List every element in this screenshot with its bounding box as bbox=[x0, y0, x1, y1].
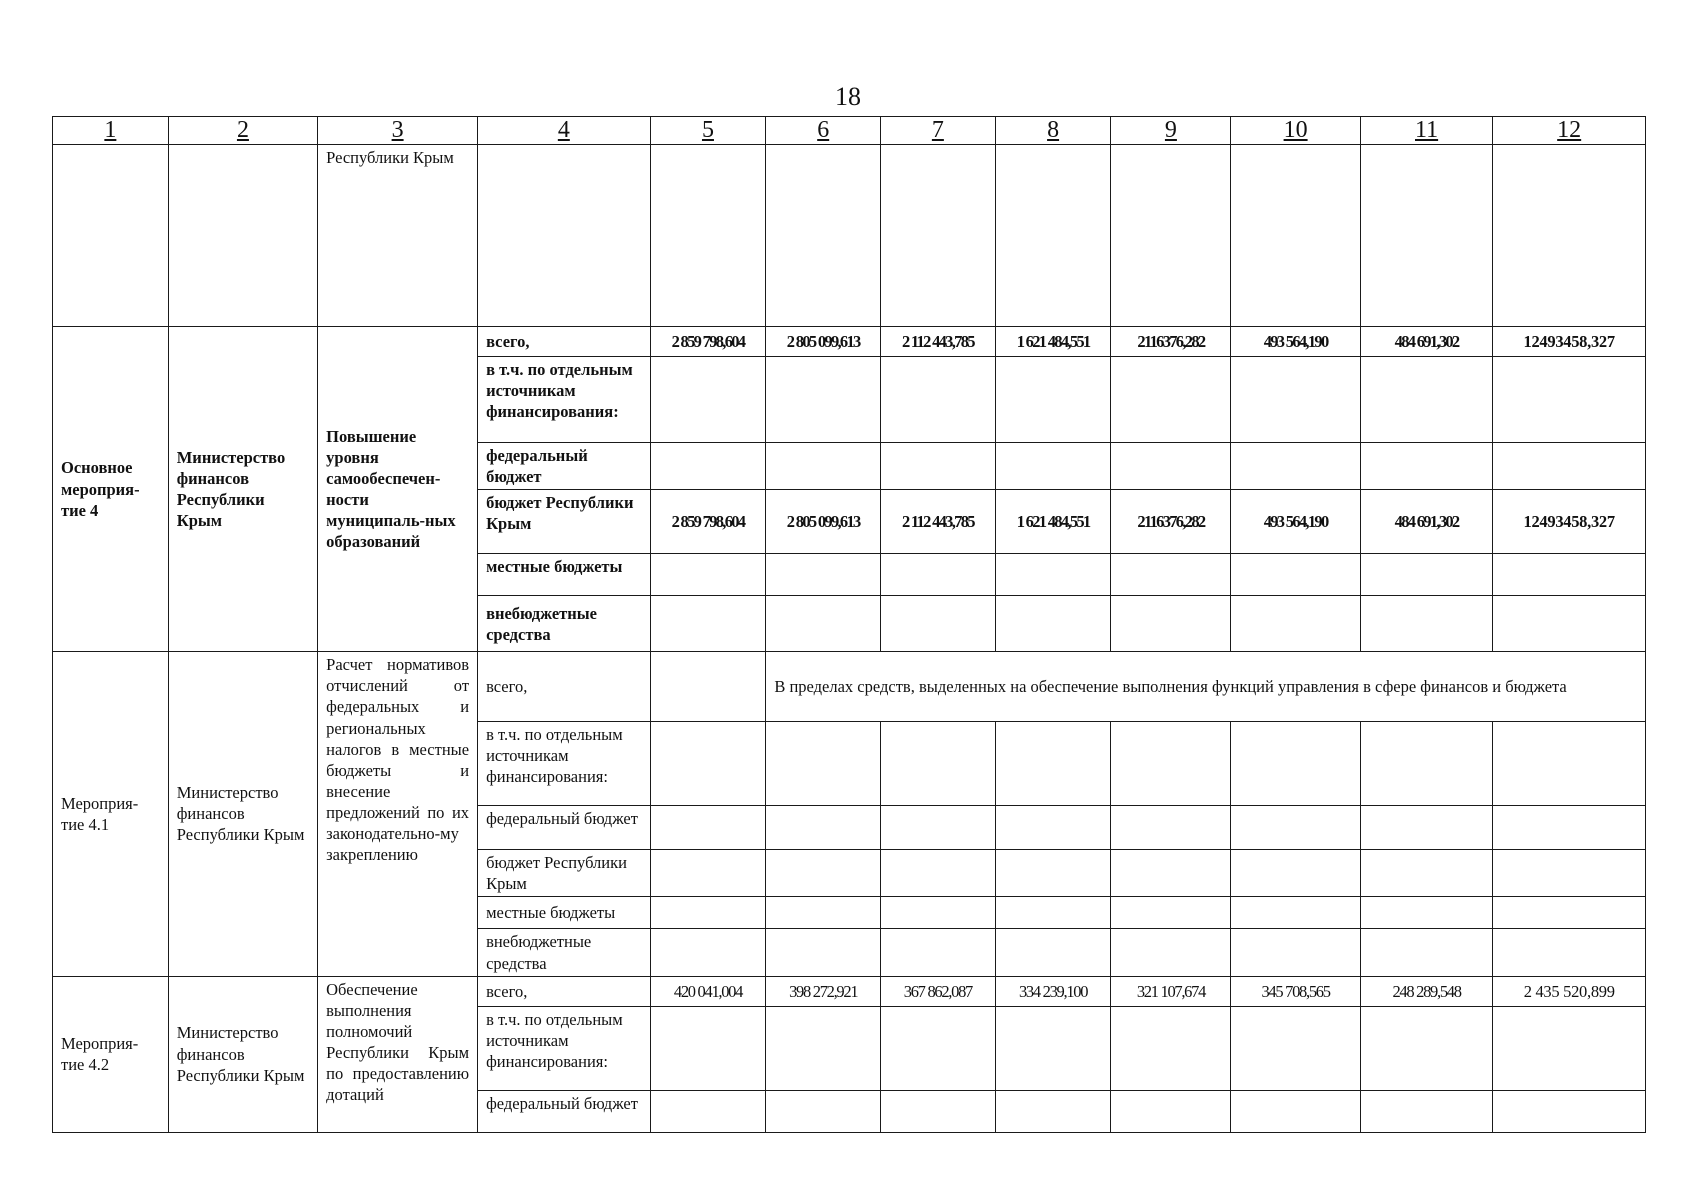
value-cell: 2 805 099,613 bbox=[766, 327, 881, 357]
col-header-3: 3 bbox=[318, 117, 478, 145]
value-cell: 2 112 443,785 bbox=[881, 327, 996, 357]
col-header-5: 5 bbox=[650, 117, 766, 145]
value-cell: 12493458,327 bbox=[1493, 327, 1646, 357]
value-cell: 367 862,087 bbox=[881, 976, 996, 1006]
value-cell: 398 272,921 bbox=[766, 976, 881, 1006]
value-cell: 321 107,674 bbox=[1111, 976, 1231, 1006]
col-header-7: 7 bbox=[881, 117, 996, 145]
value-cell: 484 691,302 bbox=[1360, 490, 1493, 554]
source-label: внебюджетные средства bbox=[478, 596, 651, 652]
continuation-text: Республики Крым bbox=[318, 145, 478, 327]
source-label: всего, bbox=[478, 327, 651, 357]
col-header-11: 11 bbox=[1360, 117, 1493, 145]
activity-executor: Министерство финансов Республики Крым bbox=[168, 976, 317, 1132]
col-header-4: 4 bbox=[478, 117, 651, 145]
col-header-2: 2 bbox=[168, 117, 317, 145]
source-label: местные бюджеты bbox=[478, 897, 651, 929]
source-label: в т.ч. по отдельным источникам финансирования: bbox=[478, 357, 651, 443]
col-header-10: 10 bbox=[1231, 117, 1360, 145]
source-label: местные бюджеты bbox=[478, 554, 651, 596]
source-label: внебюджетные средства bbox=[478, 929, 651, 976]
value-cell: 420 041,004 bbox=[650, 976, 766, 1006]
source-label: федеральный бюджет bbox=[478, 806, 651, 850]
value-cell: 2 859 798,604 bbox=[650, 327, 766, 357]
col-header-12: 12 bbox=[1493, 117, 1646, 145]
activity-executor: Министерство финансов Республики Крым bbox=[168, 327, 317, 652]
source-label: бюджет Республики Крым bbox=[478, 850, 651, 897]
source-label: бюджет Республики Крым bbox=[478, 490, 651, 554]
value-cell: 1 621 484,551 bbox=[995, 327, 1111, 357]
col-header-6: 6 bbox=[766, 117, 881, 145]
budget-table bbox=[52, 116, 1646, 1133]
col-header-9: 9 bbox=[1111, 117, 1231, 145]
value-cell: 345 708,565 bbox=[1231, 976, 1360, 1006]
source-label: федеральный бюджет bbox=[478, 443, 651, 490]
source-label: всего, bbox=[478, 652, 651, 722]
value-cell: 334 239,100 bbox=[995, 976, 1111, 1006]
activity-executor: Министерство финансов Республики Крым bbox=[168, 652, 317, 976]
col-header-1: 1 bbox=[53, 117, 169, 145]
value-cell: 1 621 484,551 bbox=[995, 490, 1111, 554]
activity-name: Мероприя-тие 4.1 bbox=[53, 652, 169, 976]
value-cell: 2 805 099,613 bbox=[766, 490, 881, 554]
value-cell: 2116376,282 bbox=[1111, 490, 1231, 554]
activity-name: Мероприя-тие 4.2 bbox=[53, 976, 169, 1132]
activity-name: Основное мероприя-тие 4 bbox=[53, 327, 169, 652]
value-cell: 248 289,548 bbox=[1360, 976, 1493, 1006]
value-cell: 493 564,190 bbox=[1231, 327, 1360, 357]
source-label: в т.ч. по отдельным источникам финансирования: bbox=[478, 1006, 651, 1090]
continuation-row bbox=[53, 145, 1646, 327]
activity-4-total-row bbox=[53, 327, 1646, 357]
page-number: 18 bbox=[835, 82, 861, 111]
activity-4-2-total-row bbox=[53, 976, 1646, 1006]
funding-note: В пределах средств, выделенных на обеспечение выполнения функций управления в сфере финансов и бюджета bbox=[766, 652, 1646, 722]
source-label: в т.ч. по отдельным источникам финансирования: bbox=[478, 722, 651, 806]
value-cell: 2 112 443,785 bbox=[881, 490, 996, 554]
source-label: федеральный бюджет bbox=[478, 1090, 651, 1132]
activity-title: Расчет нормативов отчислений от федеральных и региональных налогов в местные бюджеты и внесение предложений по их законодательно-му закреплению bbox=[318, 652, 478, 976]
activity-4-1-total-row bbox=[53, 652, 1646, 722]
value-cell: 12493458,327 bbox=[1493, 490, 1646, 554]
value-cell: 2 859 798,604 bbox=[650, 490, 766, 554]
column-header-row bbox=[53, 117, 1646, 145]
value-cell: 493 564,190 bbox=[1231, 490, 1360, 554]
value-cell: 2116376,282 bbox=[1111, 327, 1231, 357]
activity-title: Повышение уровня самообеспечен-ности муниципаль-ных образований bbox=[318, 327, 478, 652]
value-cell: 2 435 520,899 bbox=[1493, 976, 1646, 1006]
col-header-8: 8 bbox=[995, 117, 1111, 145]
source-label: всего, bbox=[478, 976, 651, 1006]
value-cell: 484 691,302 bbox=[1360, 327, 1493, 357]
activity-title: Обеспечение выполнения полномочий Республики Крым по предоставлению дотаций bbox=[318, 976, 478, 1132]
